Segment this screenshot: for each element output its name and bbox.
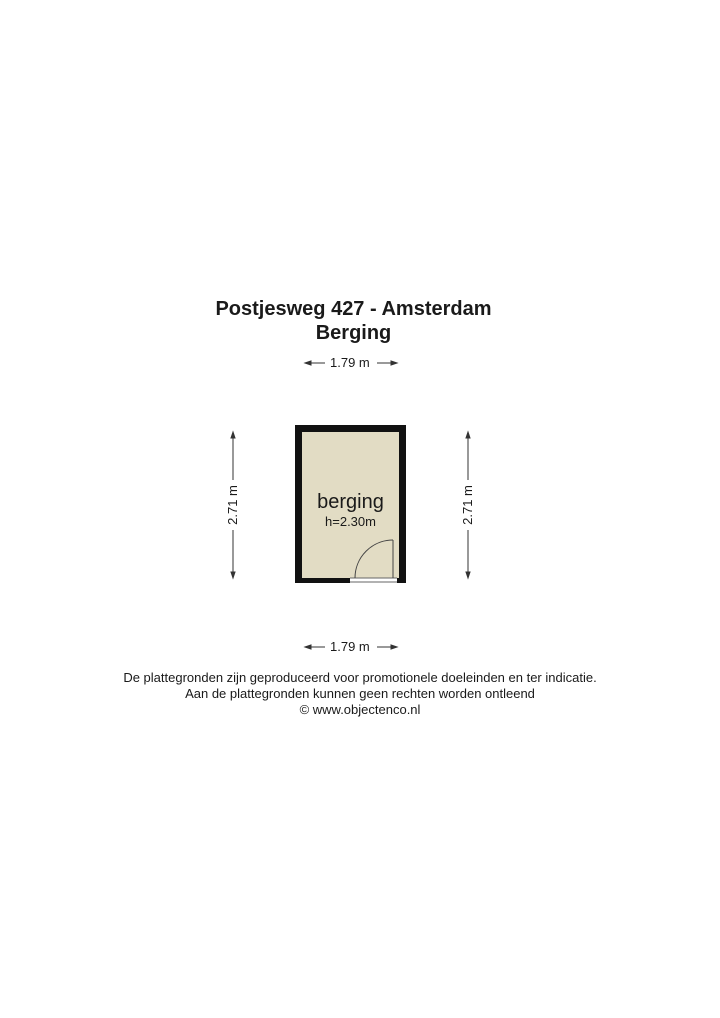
- dimension-label-left: 2.71 m: [225, 485, 240, 525]
- room-name: berging: [317, 491, 384, 513]
- door-threshold: [350, 578, 397, 582]
- dimension-label-top: 1.79 m: [330, 355, 370, 370]
- page-subtitle: Berging: [315, 322, 392, 344]
- room-height: h=2.30m: [325, 514, 376, 529]
- page-title: Postjesweg 427 - Amsterdam: [215, 298, 492, 320]
- copyright-line: © www.objectenco.nl: [299, 702, 421, 717]
- dimension-label-bottom: 1.79 m: [330, 639, 370, 654]
- disclaimer-line-2: Aan de plattegronden kunnen geen rechten worden ontleend: [185, 686, 535, 701]
- disclaimer-line-1: De plattegronden zijn geproduceerd voor promotionele doeleinden en ter indicatie.: [123, 670, 597, 685]
- dimension-label-right: 2.71 m: [460, 485, 475, 525]
